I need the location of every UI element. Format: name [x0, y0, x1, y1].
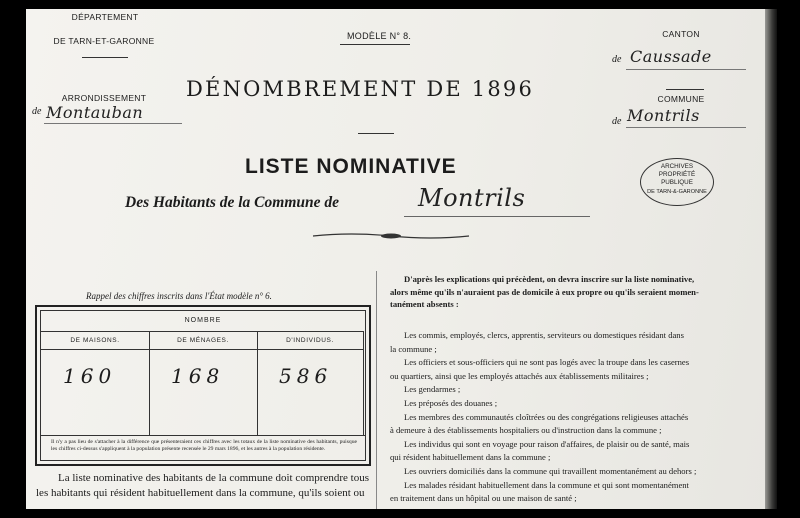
liste-subtitle: Des Habitants de la Commune de [125, 194, 339, 211]
individus-header: D'INDIVIDUS. [257, 331, 363, 350]
commune-label: COMMUNE [657, 94, 705, 104]
stamp-line: PROPRIÉTÉ [658, 171, 696, 179]
right-list [390, 329, 762, 506]
list-item: ou quartiers, ainsi que les employés attachés aux établissements militaires ; [390, 370, 649, 381]
recap-table [35, 305, 371, 466]
list-item: Les ouvriers domiciliés dans la commune qui travaillent momentanément au dehors ; [404, 465, 697, 476]
list-item: Les individus qui sont en voyage pour raison d'affaires, de plaisir ou de santé, mais [404, 438, 690, 449]
arrondissement-value: Montauban [46, 103, 144, 122]
departement-label: DÉPARTEMENT [71, 12, 139, 22]
list-item: Les membres des communautés cloîtrées ou des congrégations religieuses attachés [404, 411, 689, 422]
text-line: tanément absents : [390, 299, 459, 309]
list-item: Les officiers et sous-officiers qui ne sont pas logés avec la troupe dans les casernes [404, 357, 690, 368]
divider [626, 69, 746, 70]
arrondissement-label: ARRONDISSEMENT [61, 93, 147, 103]
stamp-line: DE TARN-&-GARONNE [647, 188, 707, 195]
maisons-column [41, 331, 150, 435]
menages-value: 168 [171, 364, 225, 388]
nombre-header: NOMBRE [184, 317, 222, 324]
list-item: Les gendarmes ; [404, 384, 461, 395]
list-item: la commune ; [390, 343, 437, 354]
right-intro [390, 273, 762, 311]
canton-prefix: de [612, 54, 622, 65]
maisons-value: 160 [63, 364, 117, 388]
divider [626, 127, 746, 128]
stamp-line: ARCHIVES [660, 163, 694, 170]
menages-column [149, 331, 258, 435]
liste-title: LISTE NOMINATIVE [245, 155, 457, 178]
divider [41, 435, 365, 436]
divider [666, 89, 704, 90]
column-divider [376, 271, 377, 509]
divider [404, 216, 590, 217]
departement-value: DE TARN-ET-GARONNE [53, 36, 155, 46]
divider [44, 123, 182, 124]
liste-commune: Montrils [418, 184, 526, 212]
maisons-header: DE MAISONS. [41, 331, 149, 350]
list-item: Les commis, employés, clercs, apprentis, serviteurs ou domestiques résidant dans [404, 330, 684, 340]
text-line: les habitants qui résident habituellement dans la commune, qu'ils soient ou [36, 487, 365, 499]
canton-value: Caussade [630, 47, 712, 66]
recap-note: Il n'y a pas lieu de s'attacher à la différence que présenteraient ces chiffres avec les totaux de la liste nominative des habitants, puisque les chiffres ci-dessus s'appliquent à la population présente recensée le 29 mars 1896, et les autres à la population résidente. [51, 439, 357, 453]
ornament-flourish [311, 230, 471, 242]
list-item: en traitement dans un hôpital ou une maison de santé ; [390, 493, 577, 504]
page-title: DÉNOMBREMENT DE 1896 [186, 77, 535, 101]
individus-value: 586 [279, 364, 333, 388]
archives-stamp [640, 158, 714, 206]
divider [358, 133, 394, 134]
page-edge [765, 9, 777, 509]
text-line: D'après les explications qui précèdent, on devra inscrire sur la liste nominative, [404, 274, 695, 284]
modele-number: MODÈLE N° 8. [347, 31, 412, 41]
commune-prefix: de [612, 116, 622, 127]
census-page [26, 9, 772, 509]
text-line: La liste nominative des habitants de la commune doit comprendre tous [58, 472, 369, 484]
text-line: alors même qu'ils n'auraient pas de domicile à eux propre ou qu'ils seraient momen- [390, 286, 699, 297]
arrondissement-prefix: de [32, 106, 42, 117]
left-paragraph [36, 471, 374, 501]
canton-label: CANTON [662, 29, 700, 39]
list-item: Les malades résidant habituellement dans la commune et qui sont momentanément [404, 479, 689, 490]
commune-value: Montrils [627, 106, 700, 125]
stamp-line: PUBLIQUE [661, 179, 693, 187]
divider [82, 57, 128, 58]
individus-column [257, 331, 364, 435]
menages-header: DE MÉNAGES. [149, 331, 257, 350]
list-item: qui résident habituellement dans la commune ; [390, 452, 551, 463]
recap-title: Rappel des chiffres inscrits dans l'État modèle n° 6. [86, 291, 272, 301]
list-item: à demeure à des établissements hospitaliers ou d'instruction dans la commune ; [390, 425, 662, 436]
divider [340, 44, 410, 45]
list-item: Les préposés des douanes ; [404, 397, 498, 408]
